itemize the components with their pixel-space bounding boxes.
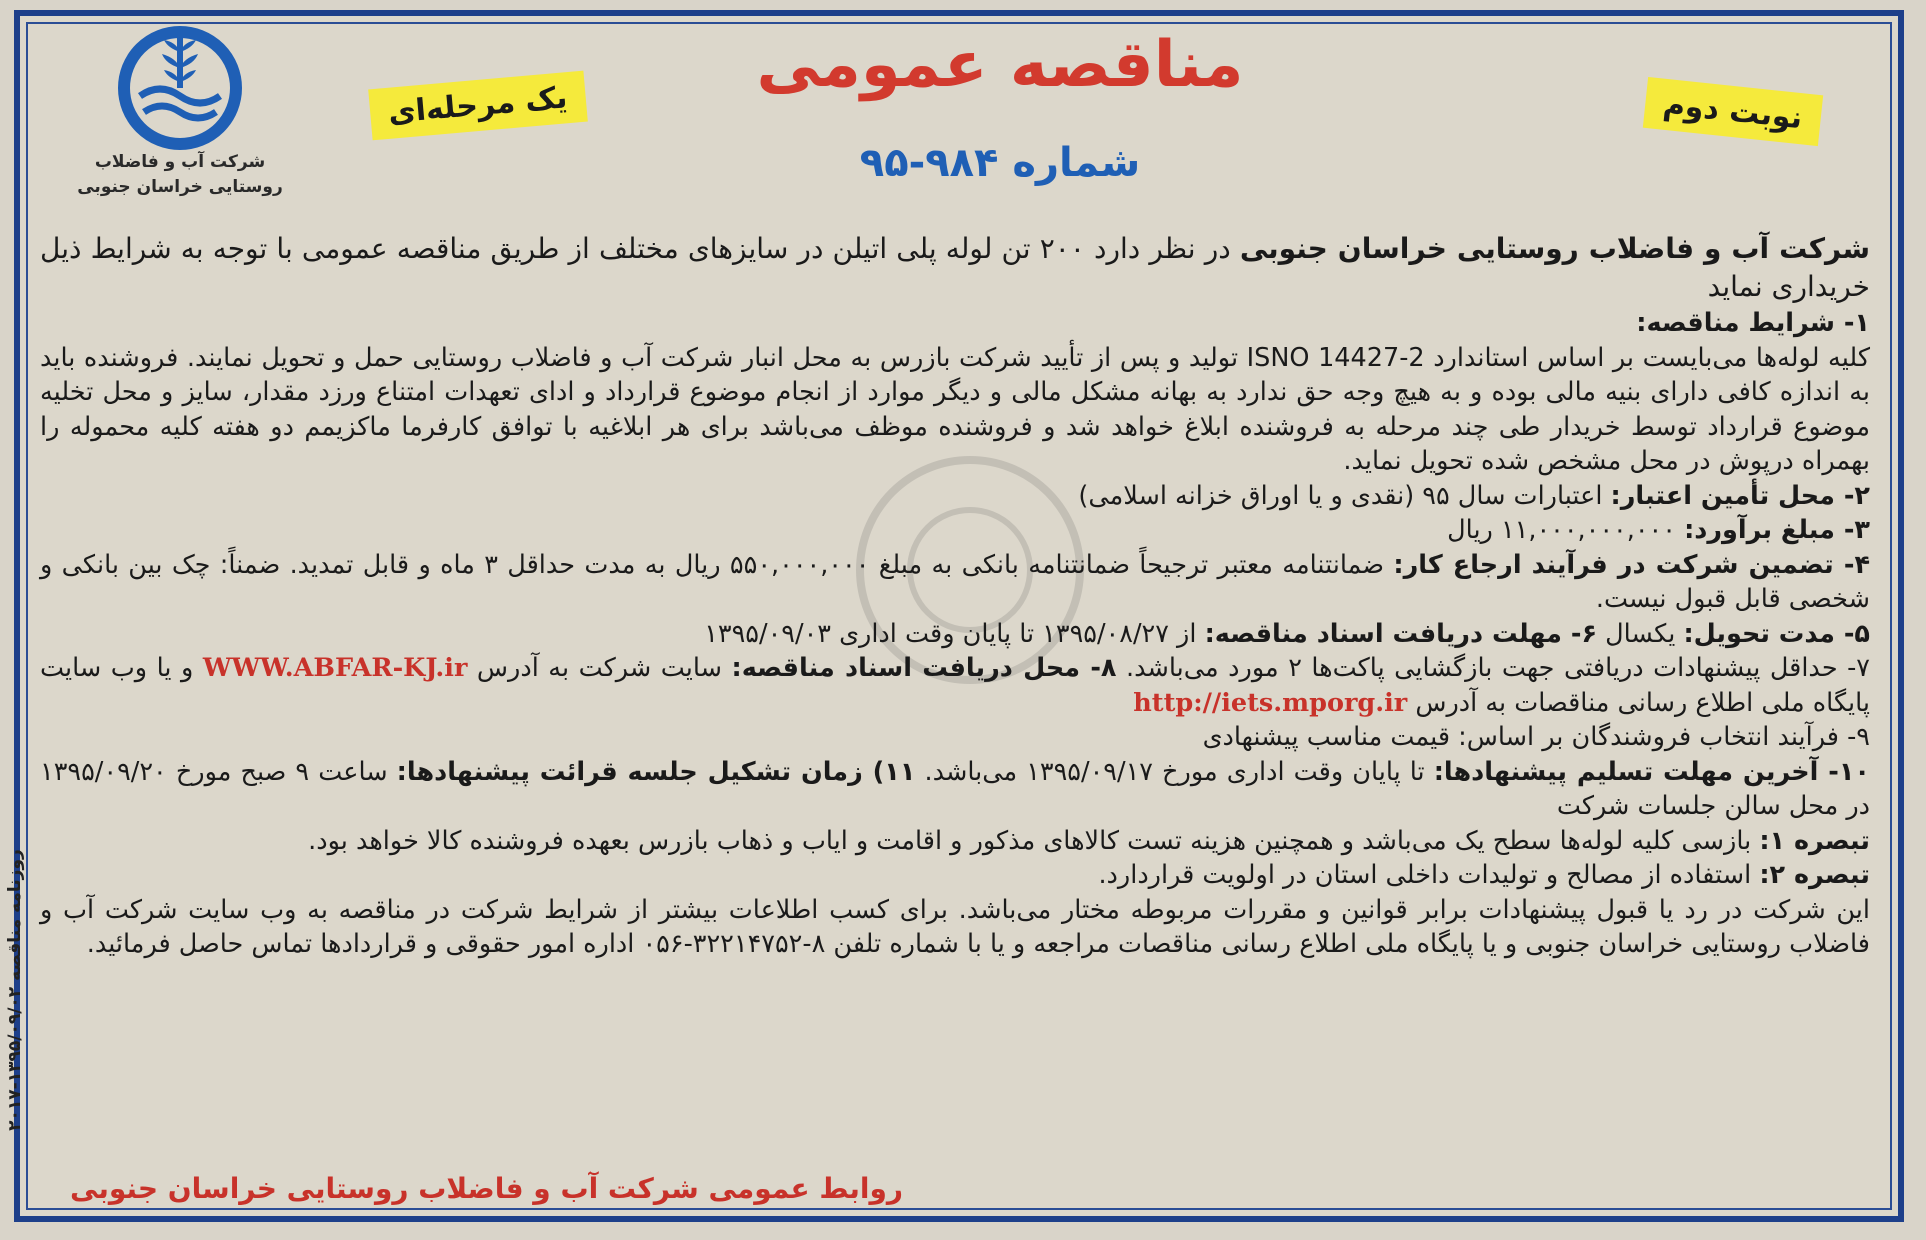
section-8-text: سایت شرکت به آدرس: [467, 653, 732, 683]
section-5-text: یکسال: [1597, 618, 1684, 649]
round-badge: نوبت دوم: [1643, 77, 1823, 146]
note-2-text: استفاده از مصالح و تولیدات داخلی استان در اولویت قراردارد.: [1098, 860, 1760, 890]
section-4: [40, 548, 1870, 617]
section-4-text: ضمانتنامه معتبر ترجیحاً ضمانتنامه بانکی به مبلغ ۵۵۰,۰۰۰,۰۰۰ ریال به مدت حداقل ۳ ماه و قابل تمدید. ضمناً: چک بین بانکی و شخصی قابل قبول نیست.: [40, 549, 1870, 614]
tender-number: شماره ۹۸۴-۹۵: [859, 140, 1141, 186]
section-10-11: [40, 755, 1870, 824]
intro-org: شرکت آب و فاضلاب روستایی خراسان جنوبی: [1239, 232, 1871, 265]
public-relations-signature: روابط عمومی شرکت آب و فاضلاب روستایی خراسان جنوبی: [70, 1172, 904, 1205]
section-8-text-2: و یا وب سایت پایگاه ملی اطلاع رسانی مناقصات به آدرس: [40, 653, 1870, 718]
iets-site-link[interactable]: http://iets.mporg.ir: [1133, 687, 1408, 718]
section-11-text: ساعت ۹ صبح مورخ ۱۳۹۵/۰۹/۲۰ در محل سالن جلسات شرکت: [40, 756, 1870, 821]
stage-badge: یک مرحله‌ای: [368, 71, 587, 141]
section-10-text: تا پایان وقت اداری مورخ ۱۳۹۵/۰۹/۱۷ می‌باشد.: [915, 756, 1434, 787]
company-logo-icon: [110, 18, 250, 158]
section-11-head: ۱۱) زمان تشکیل جلسه قرائت پیشنهادها:: [396, 756, 916, 787]
section-9: ۹- فرآیند انتخاب فروشندگان بر اساس: قیمت مناسب پیشنهادی: [1202, 722, 1870, 752]
note-1: [40, 824, 1870, 859]
section-10-head: ۱۰- آخرین مهلت تسلیم پیشنهادها:: [1433, 756, 1870, 787]
note-2-head: تبصره ۲:: [1759, 860, 1870, 890]
section-3: [40, 513, 1870, 548]
section-2: [40, 479, 1870, 514]
section-3-head: ۳- مبلغ برآورد:: [1684, 515, 1870, 545]
company-site-link[interactable]: WWW.ABFAR-KJ.ir: [202, 653, 468, 683]
closing-paragraph: این شرکت در رد یا قبول پیشنهادات برابر قوانین و مقررات مربوطه مختار می‌باشد. برای کسب اطلاعات بیشتر از شرایط شرکت در مناقصه به وب سایت شرکت آب و فاضلاب روستایی خراسان جنوبی و یا پایگاه ملی اطلاع رسانی مناقصات مراجعه و یا با شماره تلفن ۸-۳۲۲۱۴۷۵۲-۰۵۶ اداره امور حقوقی و قراردادها تماس حاصل فرمائید.: [40, 894, 1870, 959]
intro-text: در نظر دارد ۲۰۰ تن لوله پلی اتیلن در سایزهای مختلف از طریق مناقصه عمومی با توجه به شرایط ذیل خریداری نماید: [40, 232, 1870, 303]
note-1-head: تبصره ۱:: [1759, 825, 1870, 856]
ad-body: [40, 230, 1870, 962]
section-6-text: از ۱۳۹۵/۰۸/۲۷ تا پایان وقت اداری ۱۳۹۵/۰۹/۰۳: [704, 618, 1205, 649]
note-1-text: بازسی کلیه لوله‌ها سطح یک می‌باشد و همچنین هزینه تست کالاهای مذکور و اقامت و ایاب و ذهاب بازرس بعهده فروشنده کالا خواهد بود.: [308, 825, 1760, 856]
section-5-6: [40, 617, 1870, 652]
section-6-head: ۶- مهلت دریافت اسناد مناقصه:: [1204, 618, 1598, 649]
newspaper-side-note: روزنامه مناقصه ۱۳۹۵/۰۹/۰۲-۲۰۱۷: [5, 849, 25, 1131]
section-1-text: کلیه لوله‌ها می‌بایست بر اساس استاندارد ISNO 14427-2 تولید و پس از تأیید شرکت بازرس به محل انبار شرکت آب و فاضلاب روستایی حمل و تحویل نمایند. فروشنده باید به اندازه کافی دارای بنیه مالی بوده و به هیچ وجه حق ندارد به بهانه مشکل مالی و دیگر موارد از انجام موضوع قرارداد و ادای تعهدات امتناع ورزد مقدار، سایز و محل تخلیه موضوع قرارداد توسط خریدار طی چند مرحله به فروشنده ابلاغ خواهد شد و فروشنده موظف می‌باشد برای هر ابلاغیه با توافق کارفرما ماکزیمم دو هفته کلیه محموله را بهمراه درپوش در محل مشخص شده تحویل نماید.: [40, 342, 1870, 476]
section-7-8: [40, 651, 1870, 720]
page-title: مناقصه عمومی: [756, 28, 1244, 102]
section-8-head: ۸- محل دریافت اسناد مناقصه:: [731, 653, 1117, 683]
section-1-head: ۱- شرایط مناقصه:: [1636, 308, 1870, 338]
section-5-head: ۵- مدت تحویل:: [1683, 618, 1870, 649]
intro-paragraph: [40, 230, 1870, 306]
section-7-text: ۷- حداقل پیشنهادات دریافتی جهت بازگشایی پاکت‌ها ۲ مورد می‌باشد.: [1116, 653, 1870, 683]
org-name: شرکت آب و فاضلاب روستایی خراسان جنوبی: [77, 152, 283, 197]
section-3-text: ۱۱,۰۰۰,۰۰۰,۰۰۰ ریال: [1447, 515, 1685, 545]
section-2-text: اعتبارات سال ۹۵ (نقدی و یا اوراق خزانه اسلامی): [1078, 480, 1611, 511]
section-4-head: ۴- تضمین شرکت در فرآیند ارجاع کار:: [1393, 549, 1871, 580]
note-2: [40, 858, 1870, 893]
section-2-head: ۲- محل تأمین اعتبار:: [1610, 480, 1870, 511]
